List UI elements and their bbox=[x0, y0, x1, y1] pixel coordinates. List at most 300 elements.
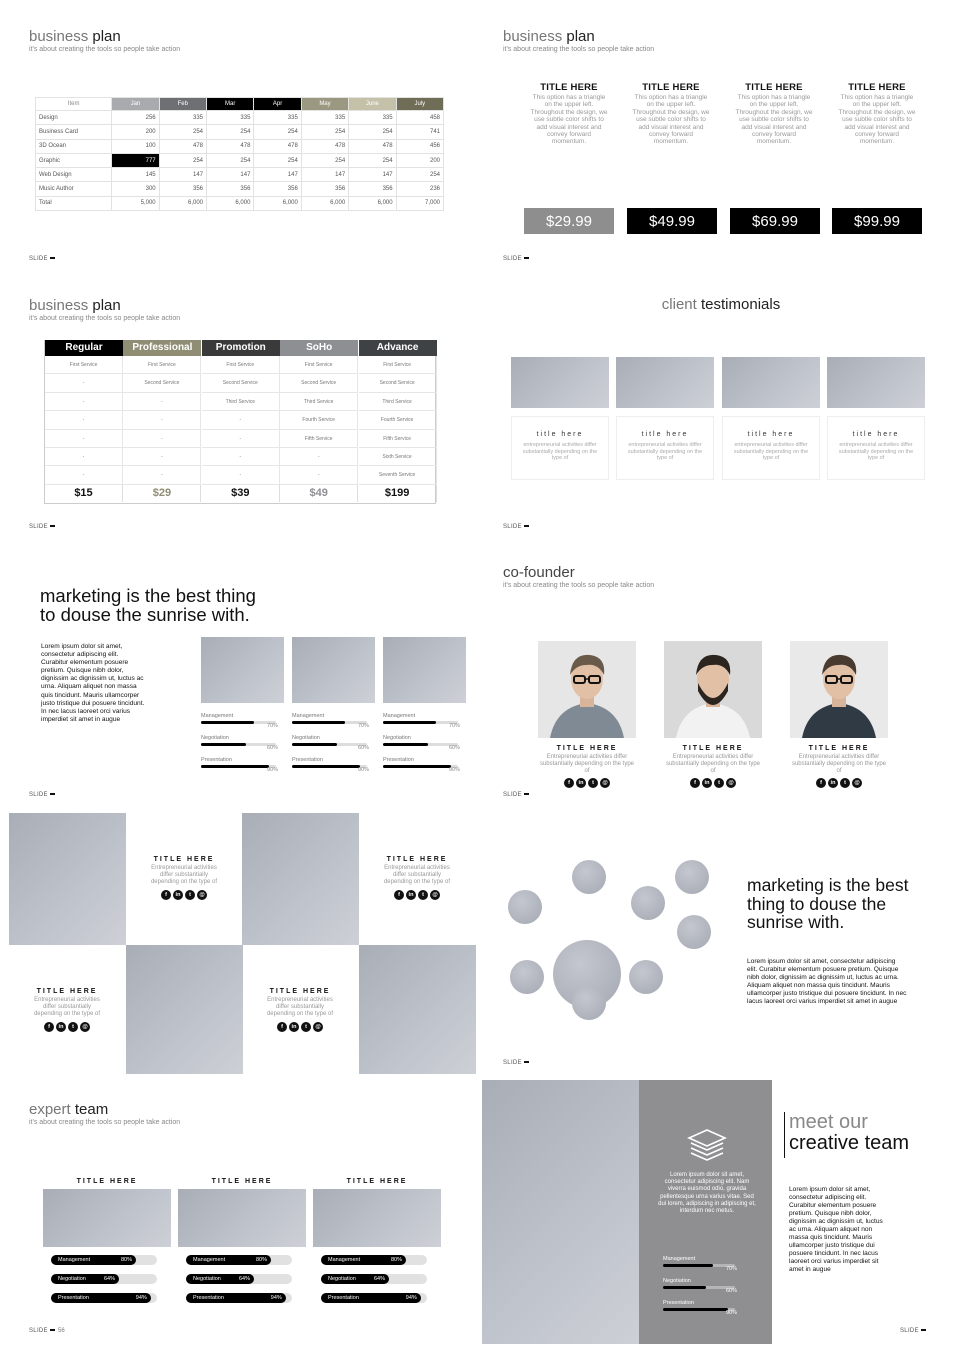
team-card bbox=[242, 988, 358, 1032]
info-panel bbox=[639, 1080, 772, 1344]
plan-feature: - bbox=[202, 448, 280, 466]
table-cell: 256 bbox=[112, 111, 159, 125]
skill-percent: 70% bbox=[266, 723, 278, 729]
email-icon[interactable]: @ bbox=[600, 778, 610, 788]
skill-track bbox=[663, 1264, 737, 1272]
testimonial-box bbox=[616, 416, 714, 480]
skill-label: Negotiation bbox=[663, 1278, 691, 1284]
slide-creative-team bbox=[482, 1076, 960, 1352]
circle-diagram bbox=[482, 808, 742, 1048]
table-cell: 254 bbox=[349, 125, 396, 139]
co-founder-card bbox=[664, 641, 762, 788]
testimonial-image bbox=[722, 357, 820, 408]
skill-track bbox=[383, 721, 460, 729]
table-header-row bbox=[36, 98, 444, 111]
option-description: This option has a triangle on the upper left. Throughout the design, we use subtle color shifts to add visual interest and convey forward momentum. bbox=[530, 94, 608, 146]
facebook-icon[interactable]: f bbox=[564, 778, 574, 788]
row-label: 3D Ocean bbox=[36, 139, 112, 153]
social-links bbox=[538, 778, 636, 788]
facebook-icon[interactable]: f bbox=[277, 1022, 287, 1032]
skill-track bbox=[383, 765, 460, 773]
slide-tag: SLIDE bbox=[29, 792, 55, 798]
plan-feature: - bbox=[45, 411, 123, 429]
testimonial-card bbox=[722, 357, 820, 480]
slide-tag: SLIDE bbox=[29, 524, 55, 530]
table-cell: 6,000 bbox=[301, 196, 348, 210]
twitter-icon[interactable]: t bbox=[418, 890, 428, 900]
plan-feature: First Service bbox=[202, 356, 280, 374]
photo-placeholder bbox=[292, 637, 375, 703]
skill-track bbox=[201, 721, 278, 729]
skill-fill bbox=[201, 765, 269, 768]
skill-label: Management bbox=[663, 1256, 696, 1262]
testimonial-card bbox=[616, 357, 714, 480]
body-text: Lorem ipsum dolor sit amet, consectetur adipiscing elit. Curabitur elementum posuere pretium. Quisque nibh dolor, dignissim ac dignissim ut, luctus ac urna. Aliquam aliquet non massa quis tincidunt. Mauris ullamcorper justo tristique dui posuere tincidunt. In nec lacus laoreet orci varius imperdiet sit amet in augue bbox=[41, 643, 145, 723]
plan-feature: - bbox=[45, 430, 123, 448]
skill-bars bbox=[201, 713, 276, 779]
social-links bbox=[359, 890, 475, 900]
row-label: Graphic bbox=[36, 153, 112, 167]
orbit-circle bbox=[631, 886, 665, 920]
table-cell: 335 bbox=[301, 111, 348, 125]
skill-fill bbox=[201, 743, 246, 746]
testimonial-box bbox=[511, 416, 609, 480]
facebook-icon[interactable]: f bbox=[161, 890, 171, 900]
table-cell: 356 bbox=[301, 182, 348, 196]
plan-feature: - bbox=[45, 466, 123, 484]
plan-feature: Second Service bbox=[359, 374, 437, 392]
table-cell: 254 bbox=[396, 168, 443, 182]
card-description: Entrepreneurial activities differ substantially depending on the type of bbox=[150, 865, 218, 885]
plan-column bbox=[45, 340, 123, 502]
testimonial-image bbox=[511, 357, 609, 408]
layers-icon bbox=[687, 1128, 727, 1162]
expert-card bbox=[313, 1178, 441, 1312]
skill-label: Negotiation bbox=[58, 1276, 86, 1282]
plan-feature: - bbox=[280, 466, 358, 484]
slide-plan-comparison bbox=[0, 270, 478, 538]
skill-fill bbox=[201, 721, 254, 724]
photo-placeholder bbox=[313, 1189, 441, 1247]
skill-percent: 60% bbox=[448, 745, 460, 751]
skill-label: Negotiation bbox=[201, 735, 229, 741]
testimonial-title: title here bbox=[536, 431, 584, 438]
plan-feature: - bbox=[45, 374, 123, 392]
body-text: Lorem ipsum dolor sit amet, consectetur adipiscing elit. Curabitur elementum posuere pretium. Quisque nibh dolor, dignissim ac dignissim ut, luctus ac urna. Aliquam aliquet non massa quis tincidunt. Mauris ullamcorper justo tristique dui posuere tincidunt. In nec lacus laoreet orci varius imperdiet sit amet in augue bbox=[789, 1186, 883, 1273]
skill-label: Presentation bbox=[201, 757, 232, 763]
skill-bar bbox=[383, 757, 460, 773]
linkedin-icon[interactable]: in bbox=[56, 1022, 66, 1032]
row-label: Music Author bbox=[36, 182, 112, 196]
email-icon[interactable]: @ bbox=[313, 1022, 323, 1032]
twitter-icon[interactable]: t bbox=[185, 890, 195, 900]
plan-feature: First Service bbox=[359, 356, 437, 374]
skill-percent: 94% bbox=[270, 1295, 282, 1301]
price-button[interactable]: $29.99 bbox=[524, 208, 614, 234]
table-cell: 356 bbox=[207, 182, 254, 196]
skill-bars bbox=[321, 1255, 441, 1303]
orbit-circle bbox=[675, 860, 709, 894]
skill-bar bbox=[51, 1255, 157, 1265]
page-subtitle: it's about creating the tools so people take action bbox=[29, 1119, 181, 1126]
skill-percent: 90% bbox=[266, 767, 278, 773]
table-cell: 478 bbox=[159, 139, 206, 153]
orbit-circle bbox=[572, 986, 606, 1020]
twitter-icon[interactable]: t bbox=[68, 1022, 78, 1032]
skill-bar bbox=[383, 713, 460, 729]
expert-title: TITLE HERE bbox=[76, 1178, 138, 1185]
table-cell: 147 bbox=[349, 168, 396, 182]
skill-percent: 70% bbox=[448, 723, 460, 729]
skill-bar bbox=[186, 1293, 292, 1303]
skill-fill bbox=[383, 743, 428, 746]
person-photo bbox=[790, 641, 888, 738]
plan-feature: First Service bbox=[45, 356, 123, 374]
table-cell: 200 bbox=[396, 153, 443, 167]
row-label: Total bbox=[36, 196, 112, 210]
linkedin-icon[interactable]: in bbox=[289, 1022, 299, 1032]
panel-text: Lorem ipsum dolor sit amet, consectetur adipiscing elit. Nam viverra euismod odio, gravida pellentesque urna varius vitae. Sed dui lorem, adipiscing in adipiscing et, interdum nec metus. bbox=[658, 1172, 756, 1215]
table-cell: 254 bbox=[301, 153, 348, 167]
skill-percent: 94% bbox=[405, 1295, 417, 1301]
testimonial-image bbox=[616, 357, 714, 408]
photo-placeholder bbox=[126, 945, 243, 1074]
plan-name: Regular bbox=[45, 340, 123, 356]
page-title: co-founder bbox=[503, 564, 575, 581]
person-title: TITLE HERE bbox=[682, 745, 744, 752]
table-cell: 254 bbox=[254, 125, 301, 139]
skill-fill bbox=[663, 1308, 728, 1311]
skill-percent: 70% bbox=[357, 723, 369, 729]
expert-title: TITLE HERE bbox=[346, 1178, 408, 1185]
team-card bbox=[9, 988, 125, 1032]
skill-bar bbox=[201, 757, 278, 773]
table-cell: 7,000 bbox=[396, 196, 443, 210]
photo-placeholder bbox=[43, 1189, 171, 1247]
option-description: This option has a triangle on the upper left. Throughout the design, we use subtle color shifts to add visual interest and convey forward momentum. bbox=[838, 94, 916, 146]
plan-feature: Seventh Service bbox=[359, 466, 437, 484]
table-cell: 254 bbox=[301, 125, 348, 139]
person-description: Entrepreneurial activities differ substantially depending on the type of bbox=[665, 754, 761, 774]
email-icon[interactable]: @ bbox=[197, 890, 207, 900]
linkedin-icon[interactable]: in bbox=[406, 890, 416, 900]
slide-client-testimonials bbox=[482, 270, 960, 538]
facebook-icon[interactable]: f bbox=[394, 890, 404, 900]
plan-name: Professional bbox=[123, 340, 201, 356]
page-title: expert team bbox=[29, 1101, 109, 1118]
monthly-table bbox=[35, 97, 444, 211]
testimonial-title: title here bbox=[852, 431, 900, 438]
table-cell: 335 bbox=[349, 111, 396, 125]
skill-bars bbox=[383, 713, 458, 779]
page-title: business plan bbox=[29, 28, 121, 45]
option-description: This option has a triangle on the upper left. Throughout the design, we use subtle color shifts to add visual interest and convey forward momentum. bbox=[735, 94, 813, 146]
pricing-option bbox=[632, 82, 710, 146]
slide-header bbox=[503, 28, 654, 53]
slide-business-plan-pricing bbox=[482, 0, 960, 270]
skill-label: Presentation bbox=[58, 1295, 89, 1301]
skill-label: Negotiation bbox=[383, 735, 411, 741]
linkedin-icon[interactable]: in bbox=[173, 890, 183, 900]
plan-name: Promotion bbox=[202, 340, 280, 356]
option-title: TITLE HERE bbox=[540, 82, 598, 93]
table-header-cell: July bbox=[396, 98, 443, 111]
skill-track bbox=[383, 743, 460, 751]
plan-feature: Second Service bbox=[280, 374, 358, 392]
social-links bbox=[790, 778, 888, 788]
card-title: TITLE HERE bbox=[386, 856, 448, 863]
skill-percent: 90% bbox=[725, 1310, 737, 1316]
person-title: TITLE HERE bbox=[808, 745, 870, 752]
table-cell: 254 bbox=[254, 153, 301, 167]
skill-bar bbox=[321, 1274, 427, 1284]
plan-feature: - bbox=[202, 430, 280, 448]
table-header-cell: Apr bbox=[254, 98, 301, 111]
testimonial-text: entrepreneurial activities differ substantially depending on the type of bbox=[522, 442, 598, 461]
plan-price: $39 bbox=[202, 485, 280, 502]
testimonial-text: entrepreneurial activities differ substantially depending on the type of bbox=[838, 442, 914, 461]
table-cell: 147 bbox=[207, 168, 254, 182]
row-label: Design bbox=[36, 111, 112, 125]
plan-feature: Fourth Service bbox=[280, 411, 358, 429]
table-cell: 254 bbox=[159, 153, 206, 167]
table-cell: 741 bbox=[396, 125, 443, 139]
slide-header bbox=[29, 297, 180, 322]
skill-label: Presentation bbox=[663, 1300, 694, 1306]
table-header-cell: May bbox=[301, 98, 348, 111]
skill-percent: 60% bbox=[725, 1288, 737, 1294]
testimonial-box bbox=[827, 416, 925, 480]
skill-track bbox=[201, 743, 278, 751]
option-description: This option has a triangle on the upper left. Throughout the design, we use subtle color shifts to add visual interest and convey forward momentum. bbox=[632, 94, 710, 146]
orbit-circle bbox=[629, 960, 663, 994]
plan-feature: Second Service bbox=[123, 374, 201, 392]
skill-label: Negotiation bbox=[328, 1276, 356, 1282]
table-cell: 100 bbox=[112, 139, 159, 153]
skill-track bbox=[292, 765, 369, 773]
team-card bbox=[359, 856, 475, 900]
social-links bbox=[664, 778, 762, 788]
slide-header bbox=[503, 564, 654, 589]
plans-table bbox=[44, 340, 436, 504]
plan-feature: - bbox=[123, 430, 201, 448]
pricing-option bbox=[530, 82, 608, 146]
table-cell: 356 bbox=[349, 182, 396, 196]
price-button[interactable]: $99.99 bbox=[832, 208, 922, 234]
plan-price: $199 bbox=[359, 485, 437, 502]
slide-tag: SLIDE bbox=[29, 1328, 55, 1334]
testimonial-text: entrepreneurial activities differ substantially depending on the type of bbox=[733, 442, 809, 461]
skill-bar bbox=[51, 1293, 157, 1303]
skill-bar bbox=[383, 735, 460, 751]
skill-bar bbox=[201, 713, 278, 729]
skill-track bbox=[201, 765, 278, 773]
twitter-icon[interactable]: t bbox=[714, 778, 724, 788]
social-links bbox=[242, 1022, 358, 1032]
skill-bars bbox=[186, 1255, 306, 1303]
twitter-icon[interactable]: t bbox=[588, 778, 598, 788]
body-text: Lorem ipsum dolor sit amet, consectetur adipiscing elit. Curabitur elementum posuere pretium. Quisque nibh dolor, dignissim ac dignissim ut, luctus ac urna. Aliquam aliquet non massa quis tincidunt. Mauris ullamcorper justo tristique dui posuere tincidunt. In nec lacus laoreet orci varius imperdiet sit amet in augue bbox=[747, 958, 907, 1006]
table-row bbox=[36, 196, 444, 210]
co-founder-card bbox=[790, 641, 888, 788]
skill-percent: 80% bbox=[120, 1257, 132, 1263]
email-icon[interactable]: @ bbox=[430, 890, 440, 900]
skill-bar bbox=[321, 1293, 427, 1303]
table-cell: 147 bbox=[159, 168, 206, 182]
plan-price: $15 bbox=[45, 485, 123, 502]
skill-bar bbox=[321, 1255, 427, 1265]
plan-price: $49 bbox=[280, 485, 358, 502]
table-cell: 145 bbox=[112, 168, 159, 182]
page-subtitle: it's about creating the tools so people take action bbox=[503, 46, 655, 53]
photo-placeholder bbox=[9, 813, 126, 945]
skill-percent: 80% bbox=[390, 1257, 402, 1263]
price-button[interactable]: $69.99 bbox=[730, 208, 820, 234]
row-label: Business Card bbox=[36, 125, 112, 139]
testimonial-text: entrepreneurial activities differ substantially depending on the type of bbox=[627, 442, 703, 461]
plan-feature: - bbox=[45, 393, 123, 411]
social-links bbox=[9, 1022, 125, 1032]
card-title: TITLE HERE bbox=[269, 988, 331, 995]
table-header-cell: June bbox=[349, 98, 396, 111]
table-row bbox=[36, 182, 444, 196]
person-title: TITLE HERE bbox=[556, 745, 618, 752]
social-links bbox=[126, 890, 242, 900]
testimonial-title: title here bbox=[747, 431, 795, 438]
pricing-option bbox=[735, 82, 813, 146]
skill-track bbox=[663, 1286, 737, 1294]
skill-label: Negotiation bbox=[193, 1276, 221, 1282]
table-cell: 335 bbox=[254, 111, 301, 125]
slide-tag: SLIDE bbox=[900, 1328, 926, 1334]
slide-marketing-circles bbox=[482, 808, 960, 1076]
skill-track bbox=[292, 721, 369, 729]
testimonial-card bbox=[511, 357, 609, 480]
page-subtitle: it's about creating the tools so people take action bbox=[29, 315, 181, 322]
price-button[interactable]: $49.99 bbox=[627, 208, 717, 234]
card-description: Entrepreneurial activities differ substantially depending on the type of bbox=[33, 997, 101, 1017]
slide-marketing-skills bbox=[0, 538, 478, 806]
email-icon[interactable]: @ bbox=[80, 1022, 90, 1032]
slide-tag: SLIDE bbox=[503, 256, 529, 262]
skill-bar bbox=[292, 735, 369, 751]
skill-bar bbox=[201, 735, 278, 751]
testimonial-image bbox=[827, 357, 925, 408]
skill-percent: 90% bbox=[448, 767, 460, 773]
table-header-cell: Jan bbox=[112, 98, 159, 111]
email-icon[interactable]: @ bbox=[852, 778, 862, 788]
skill-label: Management bbox=[58, 1257, 91, 1263]
table-cell: 236 bbox=[396, 182, 443, 196]
linkedin-icon[interactable]: in bbox=[576, 778, 586, 788]
table-cell: 300 bbox=[112, 182, 159, 196]
photo-placeholder bbox=[201, 637, 284, 703]
person-photo bbox=[538, 641, 636, 738]
card-description: Entrepreneurial activities differ substantially depending on the type of bbox=[266, 997, 334, 1017]
skill-fill bbox=[383, 765, 451, 768]
linkedin-icon[interactable]: in bbox=[702, 778, 712, 788]
pricing-option bbox=[838, 82, 916, 146]
plan-feature: Third Service bbox=[202, 393, 280, 411]
slide-header bbox=[29, 1101, 180, 1126]
skill-percent: 64% bbox=[104, 1276, 116, 1282]
slide-co-founder bbox=[482, 538, 960, 806]
person-photo bbox=[664, 641, 762, 738]
option-title: TITLE HERE bbox=[642, 82, 700, 93]
plan-feature: Fifth Service bbox=[280, 430, 358, 448]
table-cell: 6,000 bbox=[254, 196, 301, 210]
slide-business-plan-table bbox=[0, 0, 478, 270]
skill-bars bbox=[663, 1256, 743, 1322]
testimonial-box bbox=[722, 416, 820, 480]
email-icon[interactable]: @ bbox=[726, 778, 736, 788]
table-cell: 478 bbox=[254, 139, 301, 153]
testimonial-title: title here bbox=[641, 431, 689, 438]
table-cell: 478 bbox=[207, 139, 254, 153]
orbit-circle bbox=[572, 860, 606, 894]
orbit-circle bbox=[510, 960, 544, 994]
facebook-icon[interactable]: f bbox=[44, 1022, 54, 1032]
person-description: Entrepreneurial activities differ substantially depending on the type of bbox=[791, 754, 887, 774]
plan-feature: - bbox=[123, 448, 201, 466]
plan-feature: - bbox=[45, 448, 123, 466]
twitter-icon[interactable]: t bbox=[840, 778, 850, 788]
team-card bbox=[126, 856, 242, 900]
facebook-icon[interactable]: f bbox=[816, 778, 826, 788]
table-cell: 6,000 bbox=[159, 196, 206, 210]
plan-column bbox=[202, 340, 280, 502]
table-header-cell: Item bbox=[36, 98, 112, 111]
plan-feature: - bbox=[123, 466, 201, 484]
title-divider bbox=[784, 1112, 785, 1158]
skill-fill bbox=[292, 765, 360, 768]
skill-fill bbox=[292, 721, 345, 724]
plan-column bbox=[359, 340, 437, 502]
option-title: TITLE HERE bbox=[848, 82, 906, 93]
row-label: Web Design bbox=[36, 168, 112, 182]
skill-bars bbox=[51, 1255, 171, 1303]
orbit-circle bbox=[508, 890, 542, 924]
table-row bbox=[36, 139, 444, 153]
skill-label: Presentation bbox=[292, 757, 323, 763]
page-title: client testimonials bbox=[661, 296, 781, 313]
skill-label: Management bbox=[193, 1257, 226, 1263]
table-cell: 458 bbox=[396, 111, 443, 125]
table-cell: 200 bbox=[112, 125, 159, 139]
skill-percent: 94% bbox=[135, 1295, 147, 1301]
plan-name: SoHo bbox=[280, 340, 358, 356]
skill-percent: 64% bbox=[374, 1276, 386, 1282]
twitter-icon[interactable]: t bbox=[301, 1022, 311, 1032]
facebook-icon[interactable]: f bbox=[690, 778, 700, 788]
page-title: meet our creative team bbox=[789, 1111, 910, 1154]
skill-bars bbox=[292, 713, 367, 779]
table-cell: 254 bbox=[207, 125, 254, 139]
skill-label: Presentation bbox=[328, 1295, 359, 1301]
table-cell: 254 bbox=[349, 153, 396, 167]
card-title: TITLE HERE bbox=[153, 856, 215, 863]
table-cell: 456 bbox=[396, 139, 443, 153]
linkedin-icon[interactable]: in bbox=[828, 778, 838, 788]
plan-feature: First Service bbox=[123, 356, 201, 374]
slide-expert-team bbox=[0, 1076, 478, 1352]
photo-placeholder bbox=[178, 1189, 306, 1247]
skill-fill bbox=[663, 1286, 706, 1289]
skill-percent: 80% bbox=[255, 1257, 267, 1263]
card-description: Entrepreneurial activities differ substantially depending on the type of bbox=[383, 865, 451, 885]
skill-fill bbox=[663, 1264, 713, 1267]
page-number: 56 bbox=[58, 1328, 65, 1334]
